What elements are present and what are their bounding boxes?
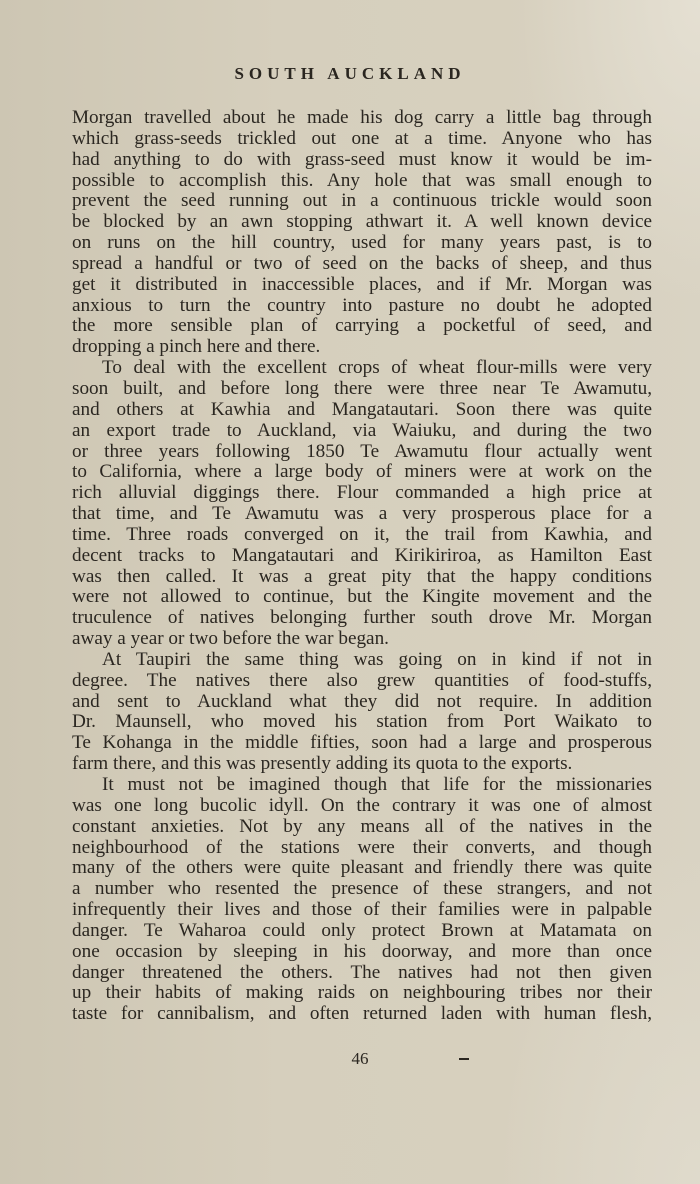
text-line: infrequently their lives and those of their families were in palpable — [72, 899, 652, 921]
text-line: the more sensible plan of carrying a pocketful of seed, and — [72, 315, 652, 337]
text-line: an export trade to Auckland, via Waiuku, and during the two — [72, 419, 652, 441]
text-line: prevent the seed running out in a continuous trickle would soon — [72, 190, 652, 212]
text-line: had anything to do with grass-seed must know it would be im- — [72, 148, 652, 170]
text-line: neighbourhood of the stations were their converts, and though — [72, 836, 652, 858]
text-line: be blocked by an awn stopping athwart it. A well known device — [72, 211, 652, 233]
text-line: a number who resented the presence of these strangers, and not — [72, 878, 652, 900]
text-line: up their habits of making raids on neighbouring tribes nor their — [72, 982, 652, 1004]
text-line: rich alluvial diggings there. Flour commanded a high price at — [72, 482, 652, 504]
text-line: get it distributed in inaccessible places, and if Mr. Morgan was — [72, 273, 652, 295]
text-line: degree. The natives there also grew quantities of food-stuffs, — [72, 669, 652, 691]
text-line: on runs on the hill country, used for many years past, is to — [72, 232, 652, 254]
text-line: were not allowed to continue, but the Kingite movement and the — [72, 586, 652, 608]
text-line: many of the others were quite pleasant and friendly there was quite — [72, 857, 652, 879]
running-head: SOUTH AUCKLAND — [234, 64, 466, 83]
text-line: Morgan travelled about he made his dog carry a little bag through — [72, 107, 652, 128]
text-line: farm there, and this was presently adding its quota to the exports. — [72, 753, 573, 775]
text-line: It must not be imagined though that life for the missionaries — [102, 774, 652, 795]
text-line: to California, where a large body of miners were at work on the — [72, 461, 652, 483]
text-line: danger. Te Waharoa could only protect Brown at Matamata on — [72, 919, 652, 941]
ink-mark — [459, 1058, 469, 1060]
text-line: truculence of natives belonging further south drove Mr. Morgan — [72, 607, 652, 629]
text-line: constant anxieties. Not by any means all of the natives in the — [72, 815, 652, 837]
text-line: one occasion by sleeping in his doorway, and more than once — [72, 940, 652, 962]
text-line: To deal with the excellent crops of wheat flour-mills were very — [102, 357, 652, 379]
text-line: was one long bucolic idyll. On the contrary it was one of almost — [72, 794, 652, 816]
text-line: taste for cannibalism, and often returned laden with human flesh, — [72, 1003, 652, 1025]
text-line: or three years following 1850 Te Awamutu flour actually went — [72, 440, 652, 462]
text-line: was then called. It was a great pity that the happy conditions — [72, 565, 652, 587]
text-line: and sent to Auckland what they did not require. In addition — [72, 690, 652, 712]
page-number: 46 — [351, 1049, 369, 1068]
text-line: anxious to turn the country into pasture no doubt he adopted — [72, 294, 652, 316]
text-line: danger threatened the others. The natives had not then given — [72, 961, 652, 983]
text-line: possible to accomplish this. Any hole that was small enough to — [72, 169, 652, 191]
text-line: away a year or two before the war began. — [72, 628, 389, 650]
text-line: decent tracks to Mangatautari and Kirikiriroa, as Hamilton East — [72, 544, 652, 566]
body-text — [72, 108, 652, 1025]
text-line: At Taupiri the same thing was going on in kind if not in — [102, 648, 652, 670]
text-line: soon built, and before long there were three near Te Awamutu, — [72, 377, 652, 399]
text-line: which grass-seeds trickled out one at a time. Anyone who has — [72, 127, 652, 149]
text-line: Dr. Maunsell, who moved his station from Port Waikato to — [72, 711, 652, 733]
text-line: that time, and Te Awamutu was a very prosperous place for a — [72, 503, 652, 525]
text-line: Te Kohanga in the middle fifties, soon had a large and prosperous — [72, 732, 652, 754]
text-line: dropping a pinch here and there. — [72, 336, 321, 358]
text-line: spread a handful or two of seed on the backs of sheep, and thus — [72, 252, 652, 274]
text-line: and others at Kawhia and Mangatautari. Soon there was quite — [72, 398, 652, 420]
text-line: time. Three roads converged on it, the trail from Kawhia, and — [72, 523, 652, 545]
